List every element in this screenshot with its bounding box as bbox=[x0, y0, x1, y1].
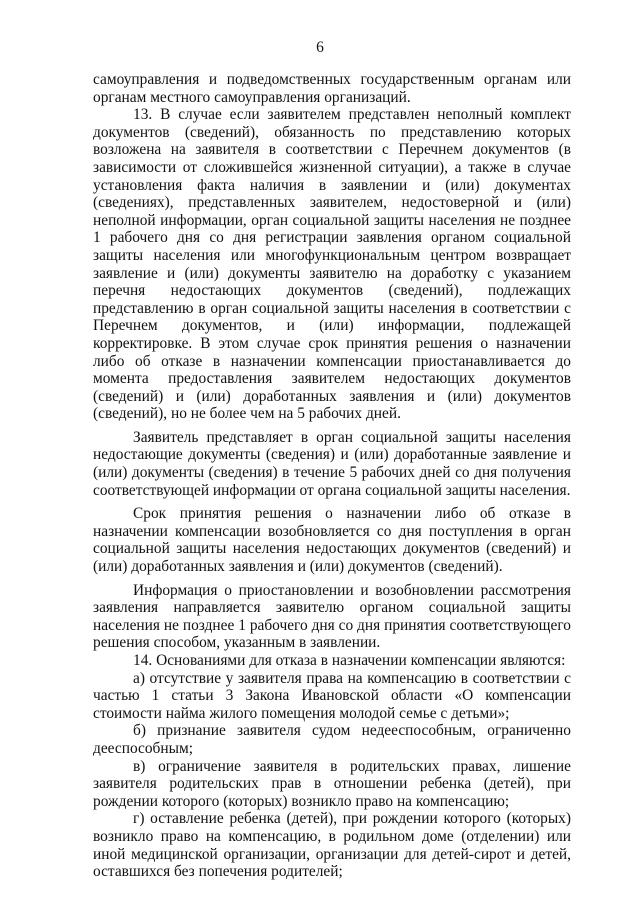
paragraph-applicant-submission: Заявитель представляет в орган социальной защиты населения недостающие документы (сведения) и (или) доработанные заявление и (или) документы (сведения) в течение 5 рабочих дней со дня получения соответствующей информации от органа социальной защиты населения. bbox=[93, 428, 571, 499]
list-item-v: в) ограничение заявителя в родительских правах, лишение заявителя родительских прав в отношении ребенка (детей), при рождении которого (которых) возникло право на компенсацию; bbox=[93, 757, 571, 810]
paragraph-clause-13: 13. В случае если заявителем представлен неполный комплект документов (сведений), обязанность по представлению которых возложена на заявителя в соответствии с Перечнем документов (в зависимости от сложившейся жизненной ситуации), а также в случае установления факта наличия в заявлении и (или) документах (сведениях), представленных заявителем, недостоверной и (или) неполной информации, орган социальной защиты населения не позднее 1 рабочего дня со дня регистрации заявления органом социальной защиты населения или многофункциональным центром возвращает заявление и (или) документы заявителю на доработку с указанием перечня недостающих документов (сведений), подлежащих представлению в орган социальной защиты населения в соответствии с Перечнем документов, и (или) информации, подлежащей корректировке. В этом случае срок принятия решения о назначении либо об отказе в назначении компенсации приостанавливается до момента предоставления заявителем недостающих документов (сведений) и (или) доработанных заявления и (или) документов (сведений), но не более чем на 5 рабочих дней. bbox=[93, 106, 571, 423]
paragraph-clause-14: 14. Основаниями для отказа в назначении компенсации являются: bbox=[133, 652, 566, 669]
list-item-a: а) отсутствие у заявителя права на компенсацию в соответствии с частью 1 статьи 3 Закона Ивановской области «О компенсации стоимости найма жилого помещения молодой семье с детьми»; bbox=[93, 669, 571, 722]
page-number: 6 bbox=[316, 39, 324, 56]
list-item-g: г) оставление ребенка (детей), при рождении которого (которых) возникло право на компенсацию, в родильном доме (отделении) или иной медицинской организации, организации для детей-сирот и детей, оставшихся без попечения родителей; bbox=[93, 810, 571, 881]
paragraph-deadline-resumption: Срок принятия решения о назначении либо об отказе в назначении компенсации возобновляется со дня поступления в орган социальной защиты населения недостающих документов (сведений) и (или) доработанных заявления и (или) документов (сведений). bbox=[93, 505, 571, 576]
paragraph-continuation: самоуправления и подведомственных государственным органам или органам местного самоуправления организаций. bbox=[93, 71, 571, 106]
document-body bbox=[93, 71, 571, 881]
list-item-b: б) признание заявителя судом недееспособным, ограниченно дееспособным; bbox=[93, 722, 571, 757]
paragraph-suspension-notice: Информация о приостановлении и возобновлении рассмотрения заявления направляется заявителю органом социальной защиты населения не позднее 1 рабочего дня со дня принятия соответствующего решения способом, указанным в заявлении. bbox=[93, 581, 571, 652]
